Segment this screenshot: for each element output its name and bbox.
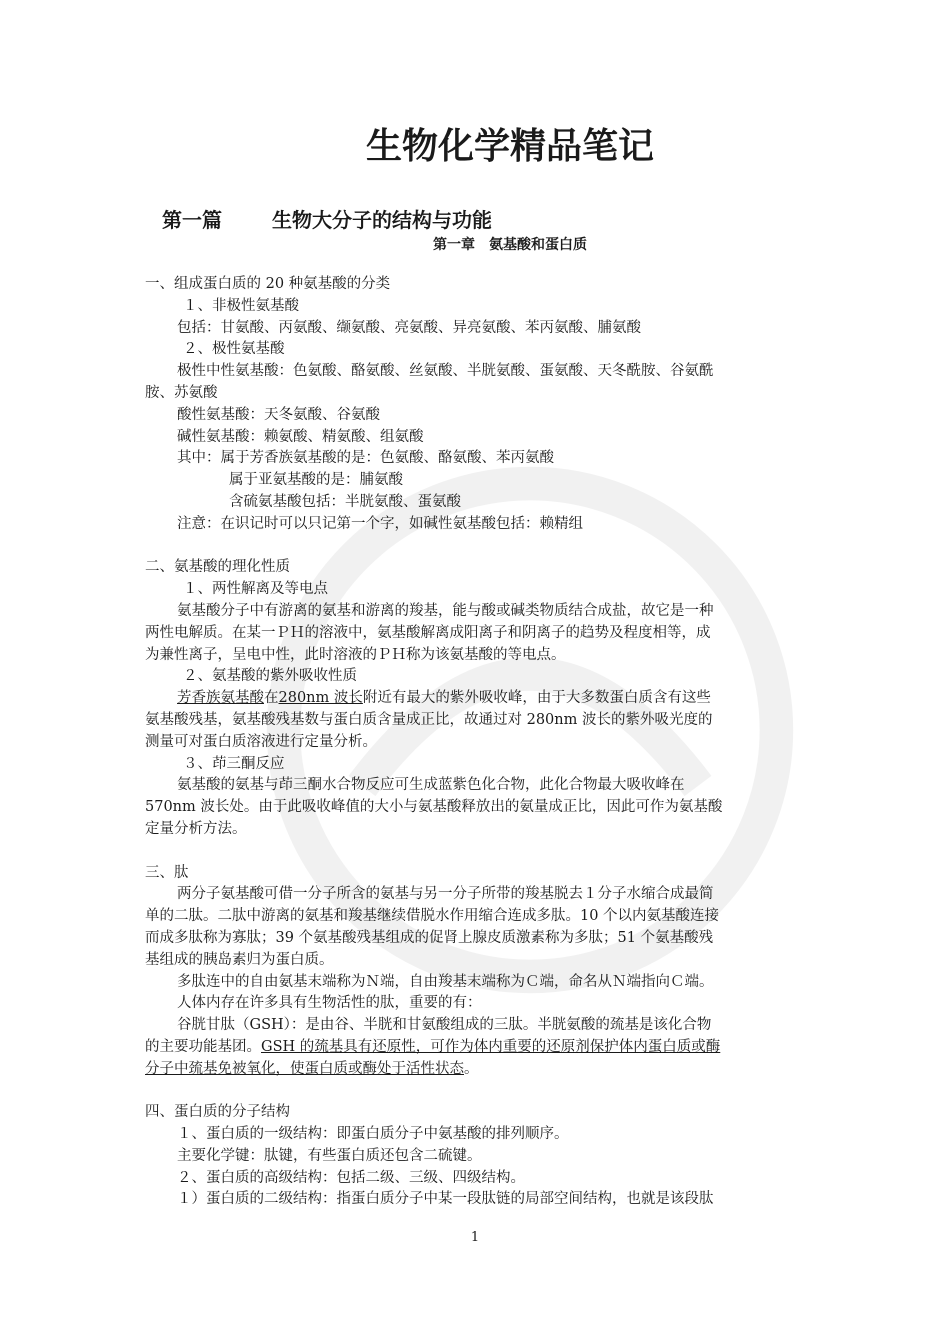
subheading: １、两性解离及等电点 bbox=[183, 581, 328, 598]
subheading: ３、茚三酮反应 bbox=[183, 755, 285, 772]
document-title: 生物化学精品笔记 bbox=[365, 125, 654, 167]
section-heading: 三、肽 bbox=[145, 864, 189, 881]
paragraph: 而成多肽称为寡肽；39 个氨基酸残基组成的促肾上腺皮质激素称为多肽；51 个氨基酸残 bbox=[145, 929, 714, 946]
part-heading bbox=[162, 204, 492, 233]
subheading: ２、极性氨基酸 bbox=[183, 341, 285, 358]
paragraph: 氨基酸残基，氨基酸残基数与蛋白质含量成正比，故通过对 280nm 波长的紫外吸光度的 bbox=[145, 711, 713, 728]
text: 的主要功能基团。 bbox=[145, 1038, 261, 1055]
paragraph: 两性电解质。在某一ＰＨ的溶液中，氨基酸解离成阳离子和阴离子的趋势及程度相等，成 bbox=[145, 624, 711, 641]
paragraph: 测量可对蛋白质溶液进行定量分析。 bbox=[145, 733, 377, 750]
paragraph: 基组成的胰岛素归为蛋白质。 bbox=[145, 951, 334, 968]
body-text bbox=[145, 274, 805, 1211]
paragraph: 单的二肽。二肽中游离的氨基和羧基继续借脱水作用缩合连成多肽。10 个以内氨基酸连接 bbox=[145, 908, 720, 925]
section-heading: 一、组成蛋白质的 20 种氨基酸的分类 bbox=[145, 276, 391, 292]
part-title: 生物大分子的结构与功能 bbox=[272, 208, 492, 232]
section-heading: 二、氨基酸的理化性质 bbox=[145, 559, 290, 576]
underlined-term: 280nm 波长 bbox=[278, 690, 363, 707]
paragraph: 胺、苏氨酸 bbox=[145, 384, 218, 401]
text: 附近有最大的紫外吸收峰，由于大多数蛋白质含有这些 bbox=[362, 690, 711, 707]
paragraph: 属于亚氨基酸的是：脯氨酸 bbox=[229, 472, 403, 489]
paragraph: 碱性氨基酸：赖氨酸、精氨酸、组氨酸 bbox=[177, 428, 424, 445]
paragraph: 谷胱甘肽（GSH）：是由谷、半胱和甘氨酸组成的三肽。半胱氨酸的巯基是该化合物 bbox=[177, 1017, 712, 1034]
subheading: １、非极性氨基酸 bbox=[183, 297, 299, 314]
paragraph: 为兼性离子，呈电中性，此时溶液的ＰＨ称为该氨基酸的等电点。 bbox=[145, 646, 566, 663]
paragraph: 包括：甘氨酸、丙氨酸、缬氨酸、亮氨酸、异亮氨酸、苯丙氨酸、脯氨酸 bbox=[177, 319, 641, 336]
chapter-heading: 第一章 氨基酸和蛋白质 bbox=[433, 237, 587, 253]
underlined-text: GSH 的巯基具有还原性，可作为体内重要的还原剂保护体内蛋白质或酶 bbox=[261, 1038, 721, 1055]
paragraph: １）蛋白质的二级结构：指蛋白质分子中某一段肽链的局部空间结构，也就是该段肽 bbox=[177, 1191, 714, 1208]
subheading: ２、氨基酸的紫外吸收性质 bbox=[183, 668, 357, 685]
paragraph: ２、蛋白质的高级结构：包括二级、三级、四级结构。 bbox=[177, 1169, 525, 1186]
paragraph bbox=[145, 688, 805, 710]
underlined-text: 分子中巯基免被氧化，使蛋白质或酶处于活性状态 bbox=[145, 1060, 464, 1077]
paragraph bbox=[145, 1037, 805, 1059]
paragraph bbox=[145, 1059, 805, 1081]
text: 。 bbox=[464, 1060, 479, 1077]
paragraph: 多肽连中的自由氨基末端称为Ｎ端，自由羧基末端称为Ｃ端，命名从Ｎ端指向Ｃ端。 bbox=[177, 973, 714, 990]
note: 注意：在识记时可以只记第一个字，如碱性氨基酸包括：赖精组 bbox=[177, 515, 583, 532]
paragraph: 两分子氨基酸可借一分子所含的氨基与另一分子所带的羧基脱去１分子水缩合成最简 bbox=[177, 886, 714, 903]
paragraph: 其中：属于芳香族氨基酸的是：色氨酸、酪氨酸、苯丙氨酸 bbox=[177, 450, 554, 467]
paragraph: 主要化学键：肽键，有些蛋白质还包含二硫键。 bbox=[177, 1147, 482, 1164]
page-number: 1 bbox=[470, 1230, 480, 1245]
text: 在 bbox=[264, 690, 279, 707]
paragraph: 酸性氨基酸：天冬氨酸、谷氨酸 bbox=[177, 406, 380, 423]
paragraph: 人体内存在许多具有生物活性的肽，重要的有： bbox=[177, 995, 482, 1012]
paragraph: 氨基酸的氨基与茚三酮水合物反应可生成蓝紫色化合物，此化合物最大吸收峰在 bbox=[177, 777, 685, 794]
paragraph: 570nm 波长处。由于此吸收峰值的大小与氨基酸释放出的氨量成正比，因此可作为氨基酸 bbox=[145, 799, 723, 816]
paragraph: １、蛋白质的一级结构：即蛋白质分子中氨基酸的排列顺序。 bbox=[177, 1126, 569, 1143]
paragraph: 极性中性氨基酸：色氨酸、酪氨酸、丝氨酸、半胱氨酸、蛋氨酸、天冬酰胺、谷氨酰 bbox=[177, 363, 714, 380]
paragraph: 氨基酸分子中有游离的氨基和游离的羧基，能与酸或碱类物质结合成盐，故它是一种 bbox=[177, 602, 714, 619]
underlined-term: 芳香族氨基酸 bbox=[177, 690, 264, 707]
section-heading: 四、蛋白质的分子结构 bbox=[145, 1104, 290, 1121]
paragraph: 定量分析方法。 bbox=[145, 820, 247, 837]
paragraph: 含硫氨基酸包括：半胱氨酸、蛋氨酸 bbox=[229, 493, 461, 510]
part-label: 第一篇 bbox=[162, 208, 222, 232]
